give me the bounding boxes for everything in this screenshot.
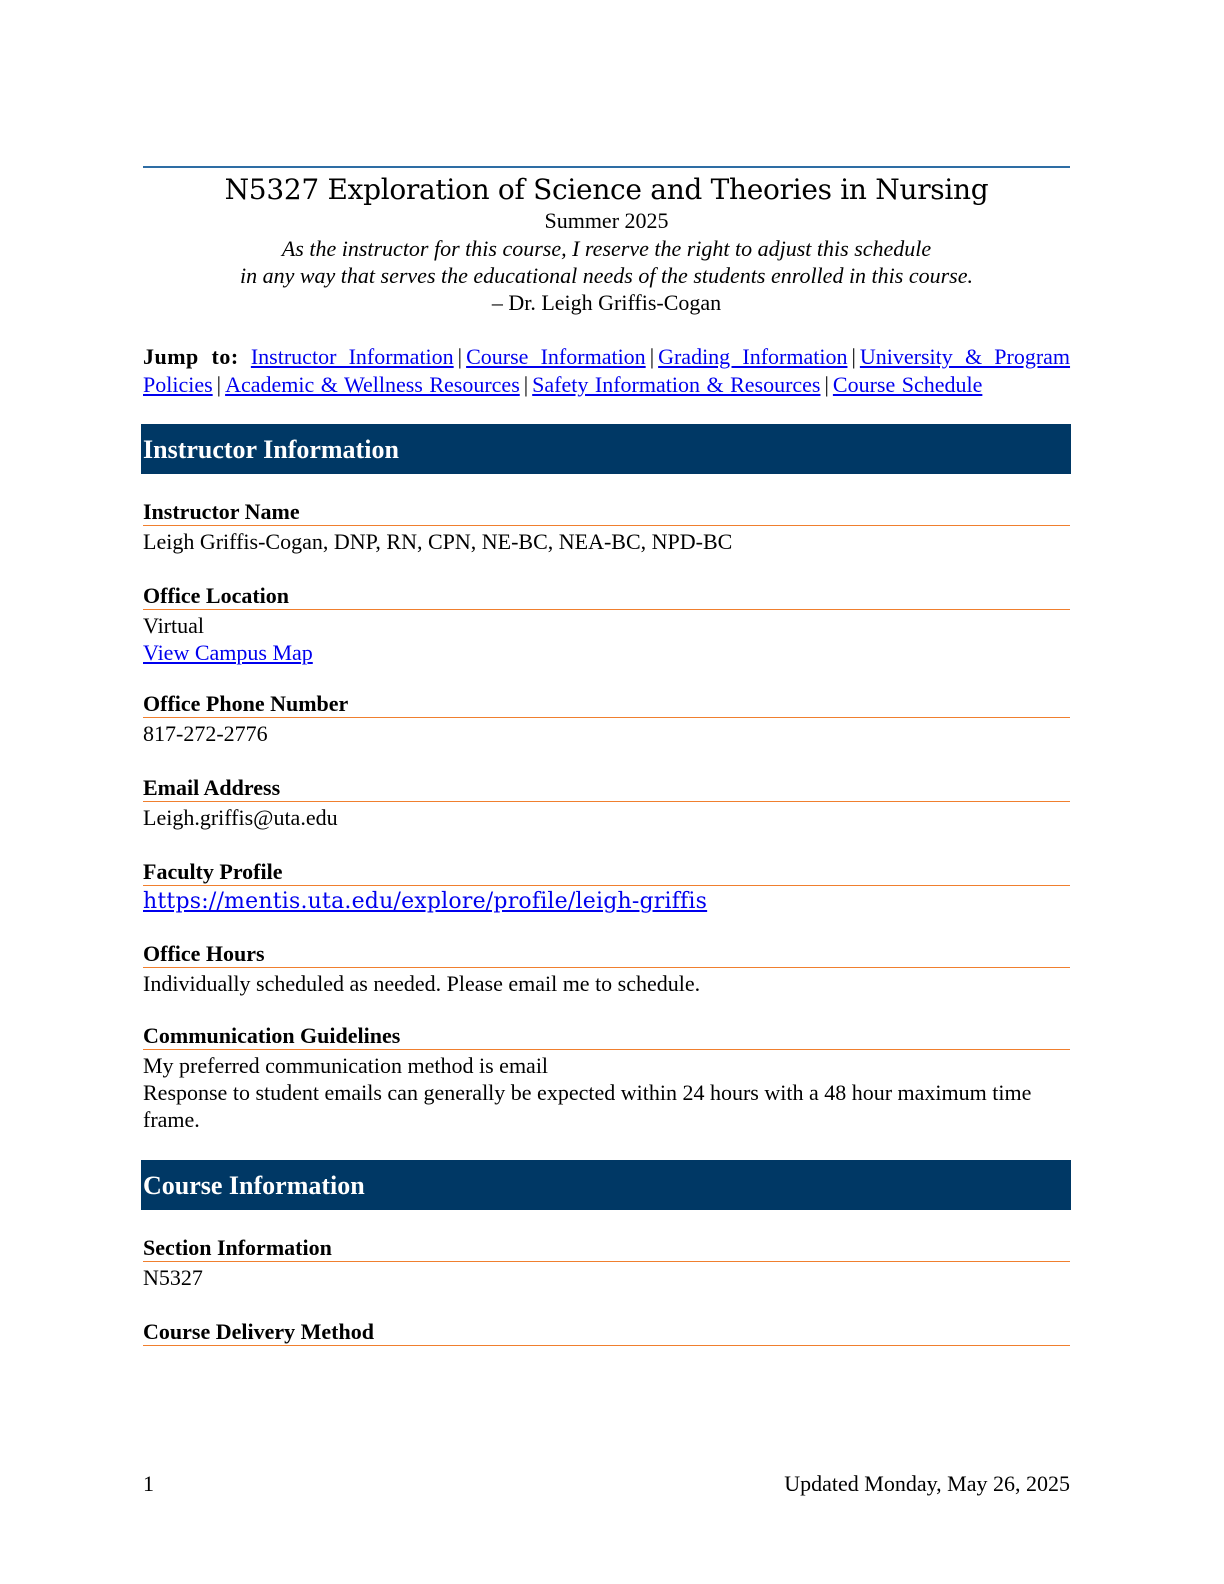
section-heading-instructor-information: Instructor Information [141, 424, 1071, 474]
section-heading-course-information: Course Information [141, 1160, 1071, 1210]
jump-to-label: Jump to: [143, 344, 239, 369]
field-label: Communication Guidelines [143, 1022, 1070, 1050]
field-label: Office Phone Number [143, 690, 1070, 718]
field-office-phone [143, 690, 1070, 747]
field-value: Virtual [143, 613, 204, 638]
field-office-hours [143, 940, 1070, 997]
updated-date: Updated Monday, May 26, 2025 [784, 1471, 1070, 1496]
jump-link-grading-information[interactable]: Grading Information [658, 344, 848, 369]
field-label: Office Hours [143, 940, 1070, 968]
field-faculty-profile [143, 858, 1070, 915]
field-office-location [143, 582, 1070, 666]
jump-to-nav [143, 343, 1070, 398]
field-course-delivery-method [143, 1318, 1070, 1346]
course-title: N5327 Exploration of Science and Theories in Nursing [224, 173, 989, 206]
field-label: Faculty Profile [143, 858, 1070, 886]
nav-separator: | [851, 344, 856, 369]
instructor-signature: – Dr. Leigh Griffis-Cogan [491, 290, 722, 315]
disclaimer-line-2: in any way that serves the educational needs of the students enrolled in this course. [239, 263, 973, 288]
nav-separator: | [649, 344, 655, 369]
field-instructor-name [143, 498, 1070, 555]
field-email-address [143, 774, 1070, 831]
nav-separator: | [216, 371, 222, 397]
field-section-information [143, 1234, 1070, 1291]
jump-link-university-program-policies[interactable]: University & Program Policies [143, 344, 1071, 397]
field-label: Email Address [143, 774, 1070, 802]
jump-link-course-schedule[interactable]: Course Schedule [832, 371, 983, 397]
field-value: Leigh Griffis-Cogan, DNP, RN, CPN, NE-BC, NEA-BC, NPD-BC [143, 529, 733, 554]
nav-separator: | [457, 344, 463, 369]
jump-link-course-information[interactable]: Course Information [466, 344, 646, 369]
field-value: Leigh.griffis@uta.edu [143, 805, 338, 830]
faculty-profile-link[interactable]: https://mentis.uta.edu/explore/profile/leigh-griffis [143, 889, 708, 914]
nav-separator: | [523, 371, 529, 397]
field-value: Individually scheduled as needed. Please email me to schedule. [143, 971, 701, 996]
field-label: Section Information [143, 1234, 1070, 1262]
field-value: My preferred communication method is email [143, 1053, 549, 1078]
field-value: Response to student emails can generally be expected within 24 hours with a 48 hour maximum time frame. [143, 1080, 1032, 1132]
course-term: Summer 2025 [544, 208, 669, 233]
document-page [143, 166, 1070, 1346]
page-number: 1 [143, 1471, 154, 1496]
field-label: Instructor Name [143, 498, 1070, 526]
jump-link-instructor-information[interactable]: Instructor Information [250, 344, 454, 369]
nav-separator: | [824, 371, 829, 397]
top-rule [143, 166, 1070, 168]
page-footer [143, 1470, 1070, 1498]
field-value: N5327 [143, 1265, 203, 1290]
jump-link-academic-wellness-resources[interactable]: Academic & Wellness Resources [225, 371, 520, 397]
field-value: 817-272-2776 [143, 721, 268, 746]
field-communication-guidelines [143, 1022, 1070, 1133]
disclaimer-line-1: As the instructor for this course, I reserve the right to adjust this schedule [281, 236, 932, 261]
field-label: Office Location [143, 582, 1070, 610]
field-label: Course Delivery Method [143, 1318, 1070, 1346]
jump-link-safety-information-resources[interactable]: Safety Information & Resources [532, 371, 821, 397]
view-campus-map-link[interactable]: View Campus Map [143, 640, 313, 665]
